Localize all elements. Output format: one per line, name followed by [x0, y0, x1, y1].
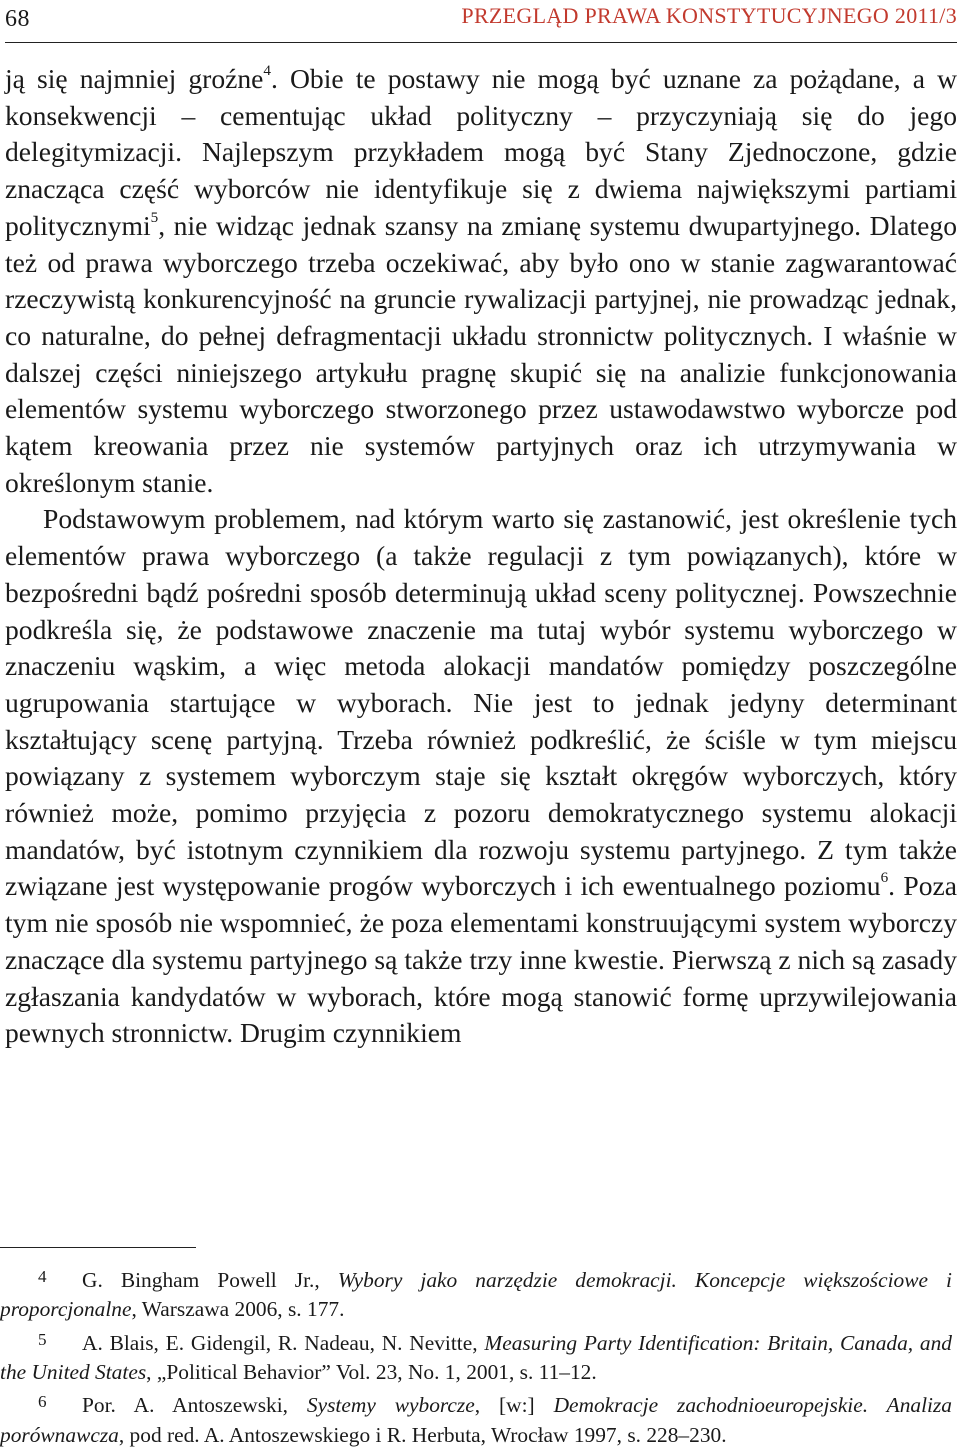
- footnote-ref-4[interactable]: 4: [263, 62, 272, 80]
- footnotes-section: [0, 1262, 952, 1450]
- footnote-6-title-2: Demokracje zachodnioeuropejskie. Analiza porównawcza: [0, 1393, 952, 1447]
- footnote-6-title: Systemy wyborcze: [306, 1393, 475, 1418]
- journal-title: PRZEGLĄD PRAWA KONSTYTUCYJNEGO 2011/3: [461, 3, 957, 28]
- footnote-6-number: 6: [38, 1392, 47, 1412]
- footnote-6-mid: , [w:]: [474, 1393, 554, 1418]
- footnote-4-author: G. Bingham Powell Jr.,: [82, 1268, 338, 1293]
- page-number: 68: [5, 6, 30, 32]
- footnote-ref-5[interactable]: 5: [150, 208, 159, 226]
- footnote-ref-6[interactable]: 6: [880, 869, 889, 887]
- body-text: [5, 61, 957, 1052]
- footnote-6: [0, 1387, 952, 1450]
- footnote-5: [0, 1325, 952, 1388]
- footnote-5-number: 5: [38, 1329, 47, 1349]
- running-header: [5, 0, 957, 43]
- footnote-6-author: Por. A. Antoszewski,: [82, 1393, 307, 1418]
- footnote-4-number: 4: [38, 1267, 47, 1286]
- footnote-separator: [0, 1247, 196, 1248]
- footnote-4-title: Wybory jako narzędzie demokracji. Koncepcje większościowe i proporcjonalne: [0, 1268, 953, 1322]
- paragraph-1: [5, 61, 957, 501]
- footnote-5-title: Measuring Party Identification: Britain, Canada, and the United States: [0, 1330, 952, 1385]
- footnote-4-rest: , Warszawa 2006, s. 177.: [131, 1297, 345, 1322]
- paragraph-2-part-a: Podstawowym problemem, nad którym warto się zastanowić, jest określenie tych elementów prawa wyborczego (a także regulacji z tym powiązanych), które w bezpośredni bądź pośredni sposób determinują układ sceny politycznej. Powszechnie podkreśla się, że podstawowe znaczenie ma tutaj wybór systemu wyborczego w znaczeniu wąskim, a więc metoda alokacji mandatów pomiędzy poszczególne ugrupowania startujące w wyborach. Nie jest to jednak jedyny determinant kształtujący scenę partyjną. Trzeba również podkreślić, że ściśle w tym miejscu powiązany z systemem wyborczym staje się kształt okręgów wyborczych, który również może, pomimo przyjęcia z pozoru demokratycznego systemu alokacji mandatów, być istotnym czynnikiem dla rozwoju systemu partyjnego. Z tym także związane jest występowanie progów wyborczych i ich ewentualnego poziomu: [5, 503, 957, 902]
- footnote-6-rest: , pod red. A. Antoszewskiego i R. Herbuta, Wrocław 1997, s. 228–230.: [118, 1422, 727, 1447]
- footnote-4: [0, 1262, 952, 1325]
- footnote-5-rest: , „Political Behavior” Vol. 23, No. 1, 2001, s. 11–12.: [146, 1360, 597, 1385]
- paragraph-2-part-b: . Poza tym nie sposób nie wspomnieć, że poza elementami konstruującymi system wyborczy znaczące dla systemu partyjnego są także trzy inne kwestie. Pierwszą z nich są zasady zgłaszania kandydatów w wyborach, które mogą stanowić formę uprzywilejowania pewnych stronnictw. Drugim czynnikiem: [5, 870, 957, 1049]
- paragraph-2: [5, 501, 957, 1052]
- document-page: [5, 0, 957, 1052]
- paragraph-1-part-b: . Obie te postawy nie mogą być uznane za pożądane, a w konsekwencji – cementując układ polityczny – przyczyniają się do jego delegitymizacji. Najlepszym przykładem mogą być Stany Zjednoczone, gdzie znacząca część wyborców nie identyfikuje się z dwiema największymi partiami politycznymi: [5, 63, 957, 241]
- paragraph-1-part-c: , nie widząc jednak szansy na zmianę systemu dwupartyjnego. Dlatego też od prawa wyborczego trzeba oczekiwać, aby było ono w stanie zagwarantować rzeczywistą konkurencyjność na gruncie rywalizacji partyjnej, nie prowadząc jednak, co naturalne, do pełnej defragmentacji układu stronnictw politycznych. I właśnie w dalszej części niniejszego artykułu pragnę skupić się na analizie funkcjonowania elementów systemu wyborczego stworzonego przez ustawodawstwo wyborcze pod kątem kreowania przez nie systemów partyjnych oraz ich utrzymywania w określonym stanie.: [5, 209, 957, 498]
- footnote-5-author: A. Blais, E. Gidengil, R. Nadeau, N. Nevitte,: [82, 1330, 485, 1355]
- paragraph-1-part-a: ją się najmniej groźne: [5, 63, 264, 94]
